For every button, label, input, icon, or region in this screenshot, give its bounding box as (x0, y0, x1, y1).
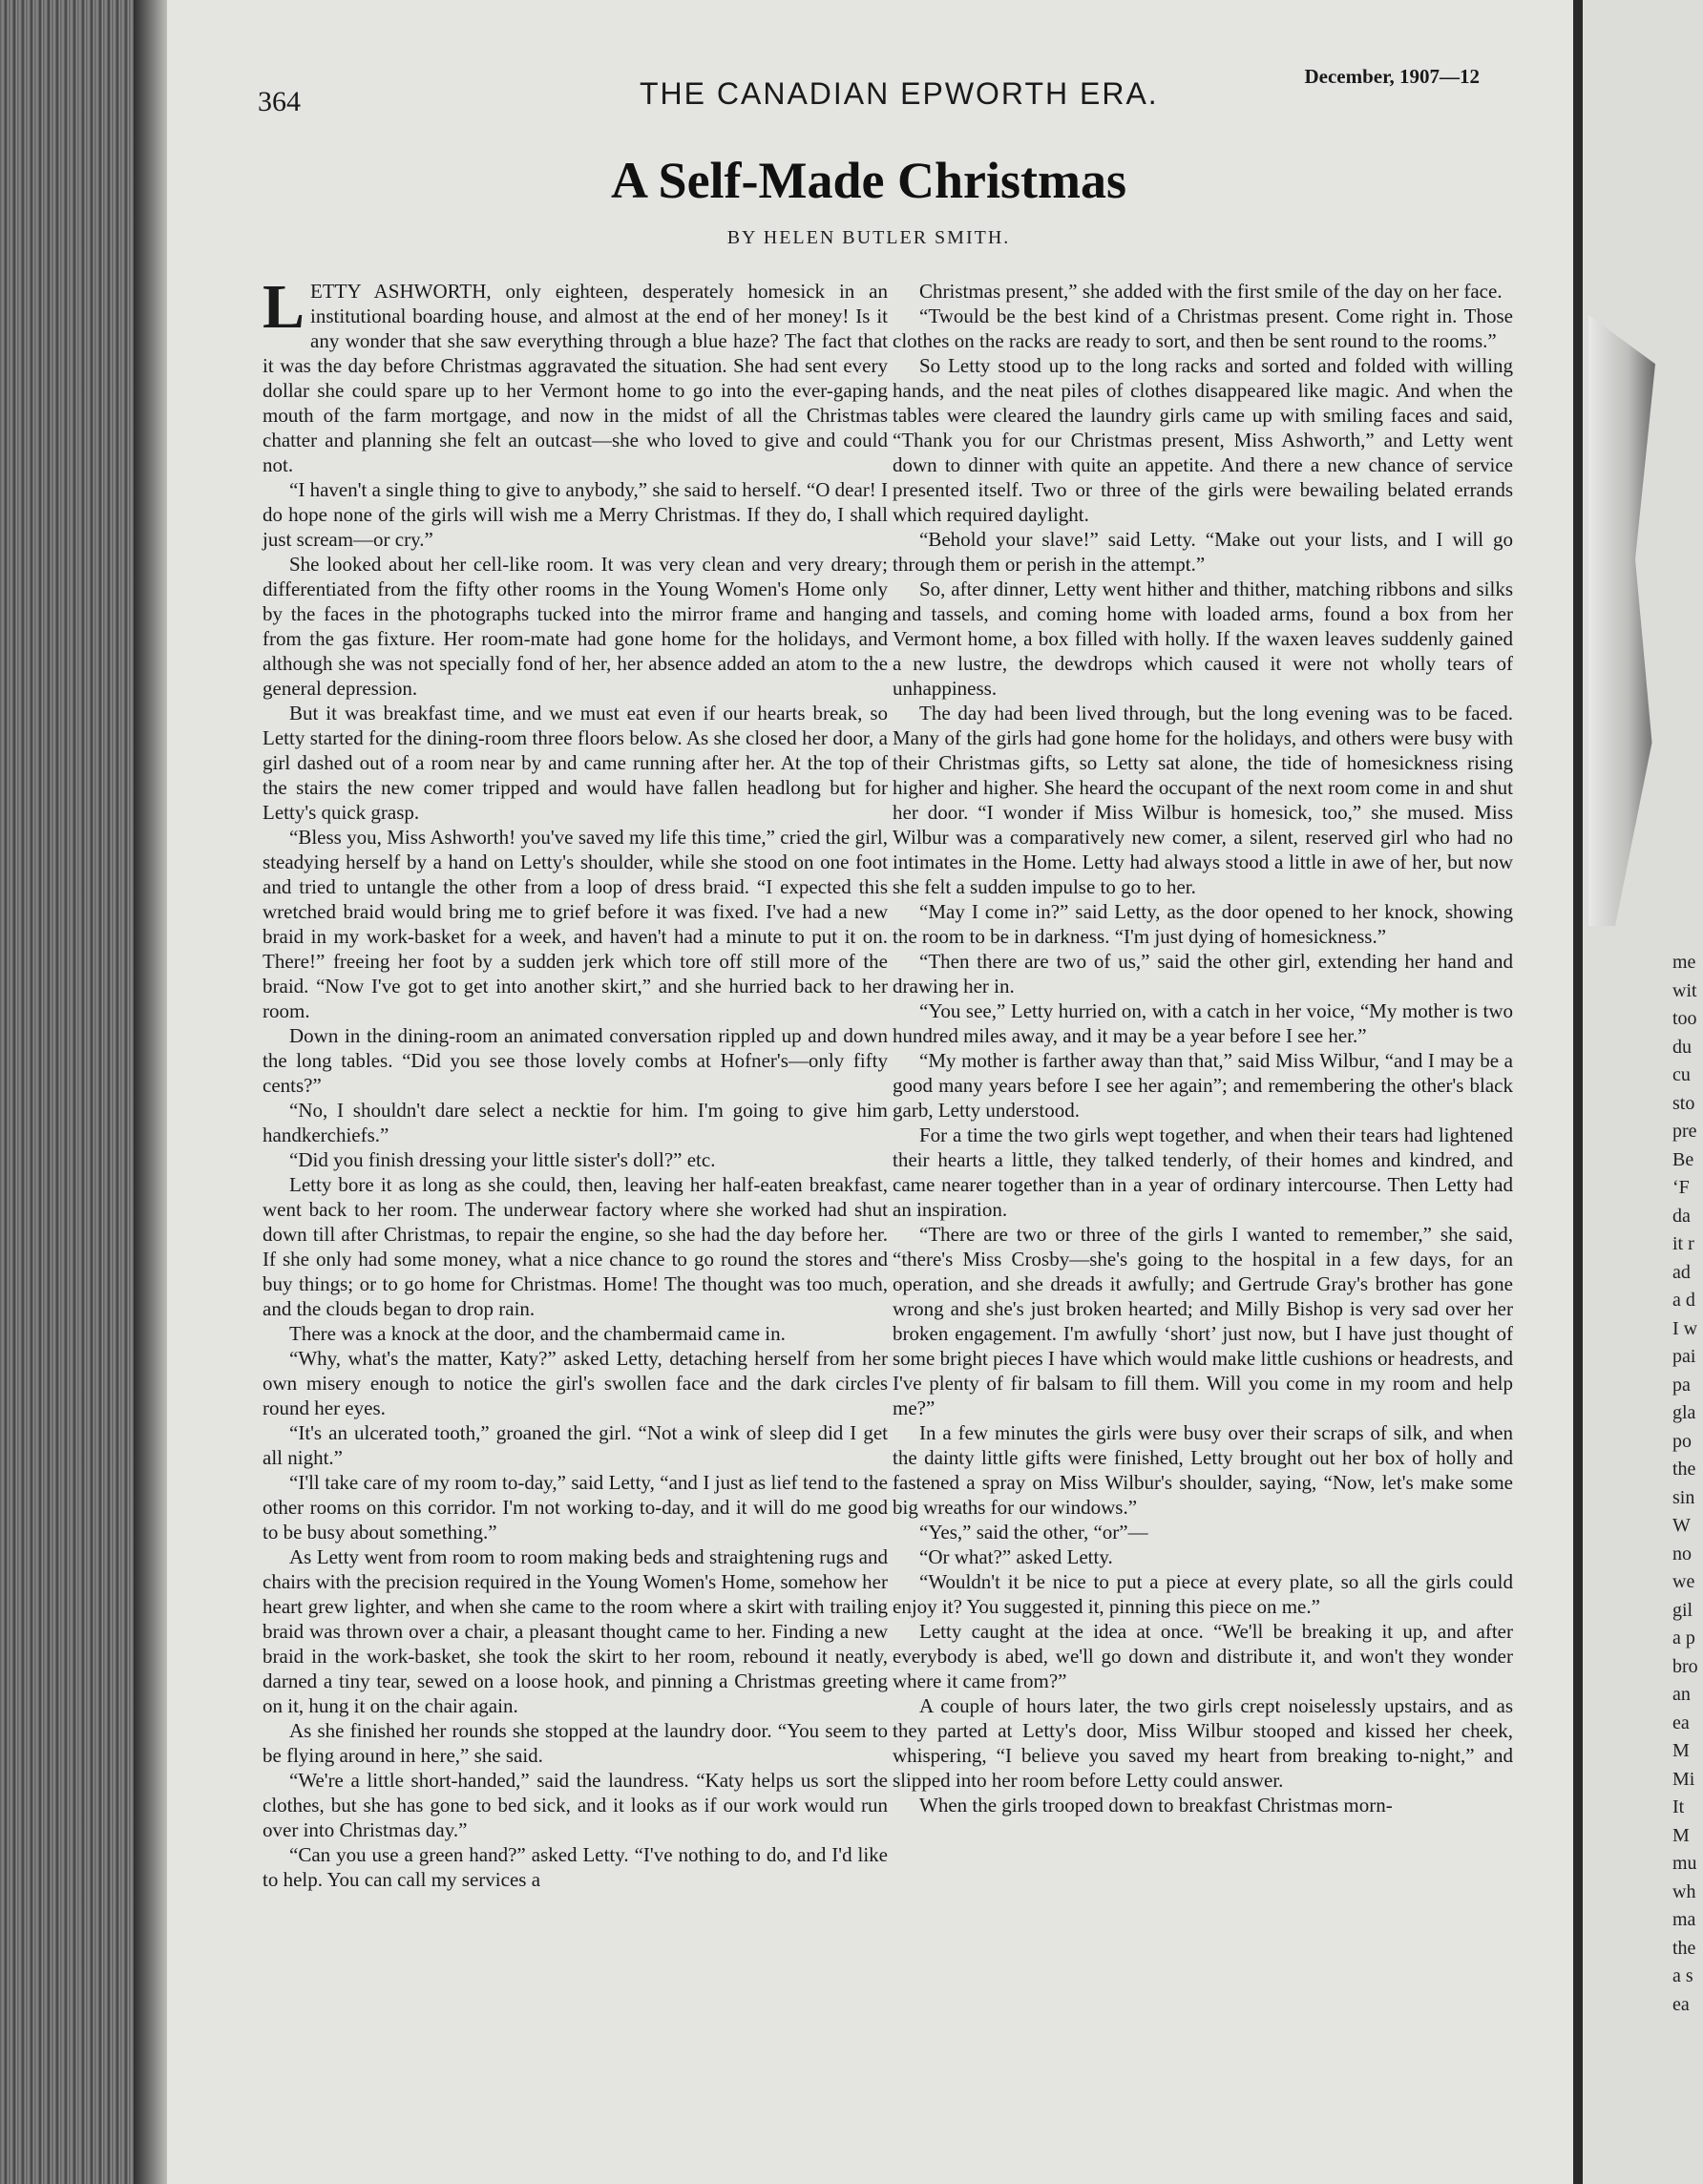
paragraph (893, 279, 1513, 304)
paragraph (263, 1842, 888, 1892)
paragraph-text: ETTY ASHWORTH, only eighteen, desperately homesick in an institutional boarding house, and almost at the end of her money! Is it any wonder that she saw everything through a blue haze? The fact that it was the day before Christmas aggravated the situation. She had sent every dollar she could spare up to her Vermont home to go into the ever-gaping mouth of the farm mortgage, and now in the midst of all the Christmas chatter and planning she felt an outcast—she who loved to give and could not. (263, 280, 888, 476)
paragraph (893, 304, 1513, 353)
paragraph (263, 477, 888, 552)
paragraph (893, 949, 1513, 998)
right-page-fragment: wh (1672, 1880, 1696, 1902)
right-page-fragment: W (1672, 1515, 1691, 1536)
journal-title: THE CANADIAN EPWORTH ERA. (640, 76, 1159, 111)
right-page-fragment: ea (1672, 1993, 1690, 2015)
paragraph-text: “I haven't a single thing to give to anybody,” she said to herself. “O dear! I do hope none of the girls will wish me a Merry Christmas. If they do, I shall just scream—or cry.” (263, 478, 888, 551)
paragraph (893, 1222, 1513, 1420)
right-page-fragment: ea (1672, 1712, 1690, 1733)
paragraph-text: “Twould be the best kind of a Christmas present. Come right in. Those clothes on the racks are ready to sort, and then be sent round to the rooms.” (893, 304, 1513, 352)
paragraph (893, 701, 1513, 899)
paragraph-text: “Yes,” said the other, “or”— (919, 1521, 1148, 1544)
paragraph-text: “Did you finish dressing your little sister's doll?” etc. (289, 1148, 716, 1171)
issue-date: December, 1907—12 (1304, 65, 1480, 88)
paragraph (263, 1718, 888, 1768)
paragraph-text: “Then there are two of us,” said the other girl, extending her hand and drawing her in. (893, 950, 1513, 998)
paragraph (263, 272, 888, 477)
right-page-fragment: M (1672, 1824, 1690, 1846)
right-page-fragment: a s (1672, 1965, 1693, 1986)
right-page-fragment: da (1672, 1205, 1691, 1227)
right-page-fragment: sto (1672, 1092, 1695, 1114)
right-page-fragment: bro (1672, 1655, 1698, 1677)
page-edges (0, 0, 148, 2184)
paragraph-text: But it was breakfast time, and we must eat even if our hearts break, so Letty started for the dining-room three floors below. As she closed her door, a girl dashed out of a room near by and came running after her. At the top of the stairs the new comer tripped and would have fallen headlong but for Letty's quick grasp. (263, 702, 888, 824)
paragraph (893, 1793, 1513, 1817)
paragraph-text: “I'll take care of my room to-day,” said Letty, “and I just as lief tend to the other rooms on this corridor. I'm not working to-day, and it will do me good to be busy about something.” (263, 1471, 888, 1544)
right-page-fragment: wit (1672, 979, 1697, 1001)
right-page-fragment: we (1672, 1571, 1695, 1592)
paragraph (263, 552, 888, 701)
paragraph-text: “It's an ulcerated tooth,” groaned the girl. “Not a wink of sleep did I get all night.” (263, 1421, 888, 1469)
right-page-fragment: sin (1672, 1486, 1695, 1508)
right-page-fragment: it r (1672, 1233, 1694, 1254)
right-page-fragment: a p (1672, 1628, 1695, 1648)
paragraph (263, 825, 888, 1023)
spine (1573, 0, 1583, 2184)
paragraph-text: Letty caught at the idea at once. “We'll be breaking it up, and after everybody is abed, we'll go down and distribute it, and won't they wonder where it came from?” (893, 1620, 1513, 1692)
right-page-fragment: pai (1672, 1346, 1696, 1367)
article-title: A Self-Made Christmas (611, 152, 1126, 209)
paragraph (893, 1569, 1513, 1619)
paragraph (893, 998, 1513, 1048)
paragraph (263, 1470, 888, 1544)
right-page-fragment: gla (1672, 1402, 1696, 1423)
right-page-fragment: mu (1672, 1853, 1697, 1874)
paragraph (263, 1147, 888, 1172)
article-byline: BY HELEN BUTLER SMITH. (726, 227, 1011, 248)
paragraph-text: In a few minutes the girls were busy over their scraps of silk, and when the dainty little gifts were finished, Letty brought out her box of holly and fastened a spray on Miss Wilbur's shoulder, saying, “Now, let's make some big wreaths for our windows.” (893, 1421, 1513, 1519)
paragraph-text: A couple of hours later, the two girls crept noiselessly upstairs, and as they parted at Letty's door, Miss Wilbur stooped and kissed her cheek, whispering, “I believe you saved my heart from breaking to-night,” and slipped into her room before Letty could answer. (893, 1694, 1513, 1792)
page-number: 364 (258, 86, 301, 117)
paragraph (893, 577, 1513, 701)
right-page-fragment: po (1672, 1430, 1692, 1452)
drop-cap: L (263, 272, 305, 342)
right-page-fragment: a d (1672, 1290, 1695, 1311)
paragraph (893, 1520, 1513, 1544)
right-page-fragment: an (1672, 1684, 1691, 1705)
paragraph (893, 1420, 1513, 1520)
paragraph (263, 1098, 888, 1147)
paragraph (263, 701, 888, 825)
paragraph-text: “We're a little short-handed,” said the laundress. “Katy helps us sort the clothes, but she has gone to bed sick, and it looks as if our work would run over into Christmas day.” (263, 1769, 888, 1841)
paragraph (893, 1693, 1513, 1793)
paragraph (263, 1544, 888, 1718)
paragraph-text: “You see,” Letty hurried on, with a catch in her voice, “My mother is two hundred miles away, and it may be a year before I see her.” (893, 999, 1513, 1047)
right-page-fragment: pre (1672, 1121, 1697, 1142)
paragraph-text: “Why, what's the matter, Katy?” asked Letty, detaching herself from her own misery enough to notice the girl's swollen face and the dark circles round her eyes. (263, 1347, 888, 1419)
paragraph-text: So Letty stood up to the long racks and sorted and folded with willing hands, and the neat piles of clothes disappeared like magic. And when the tables were cleared the laundry girls came up with smiling faces and said, “Thank you for our Christmas present, Miss Ashworth,” and Letty went down to dinner with quite an appetite. And there a new chance of service presented itself. Two or three of the girls were bewailing belated errands which required daylight. (893, 354, 1513, 526)
paragraph (263, 1768, 888, 1842)
paragraph-text: She looked about her cell-like room. It was very clean and very dreary; differentiated from the fifty other rooms in the Young Women's Home only by the faces in the photographs tucked into the mirror frame and hanging from the gas fixture. Her room-mate had gone home for the holidays, and although she was not specially fond of her, her absence added an atom to the general depression. (263, 553, 888, 700)
paragraph (263, 1321, 888, 1346)
paragraph (263, 1420, 888, 1470)
right-page-fragment: Be (1672, 1148, 1694, 1170)
paragraph (893, 1544, 1513, 1569)
right-page-fragment: the (1672, 1459, 1696, 1480)
paragraph-text: Christmas present,” she added with the first smile of the day on her face. (919, 280, 1503, 303)
paragraph-text: “Behold your slave!” said Letty. “Make out your lists, and I will go through them or perish in the attempt.” (893, 528, 1513, 576)
paragraph-text: “Or what?” asked Letty. (919, 1545, 1113, 1568)
right-page-fragment: pa (1672, 1374, 1691, 1396)
right-page-fragment: Mi (1672, 1768, 1695, 1790)
paragraph-text: “There are two or three of the girls I wanted to remember,” she said, “there's Miss Crosby—she's going to the hospital in a few days, for an operation, and she dreads it awfully; and Gertrude Gray's brother has gone wrong and she's just broken hearted; and Milly Bishop is very sad over her broken engagement. I'm awfully ‘short’ just now, but I have just thought of some bright pieces I have which would make little cushions or headrests, and I've plenty of fir balsam to fill them. Will you come in my room and help me?” (893, 1223, 1513, 1419)
right-page-fragment: too (1672, 1008, 1697, 1029)
paragraph (893, 899, 1513, 949)
paragraph-text: “No, I shouldn't dare select a necktie for him. I'm going to give him handkerchiefs.” (263, 1099, 888, 1146)
right-page-fragment: du (1672, 1036, 1692, 1058)
right-page-fragment: ‘F (1672, 1177, 1690, 1198)
paragraph (893, 1123, 1513, 1222)
right-page-fragment: I w (1672, 1317, 1698, 1339)
paragraph-text: When the girls trooped down to breakfast Christmas morn- (919, 1794, 1393, 1816)
paragraph-text: “My mother is farther away than that,” said Miss Wilbur, “and I may be a good many years before I see her again”; and remembering the other's black garb, Letty understood. (893, 1049, 1513, 1122)
paragraph (893, 1619, 1513, 1693)
gutter-shadow (134, 0, 172, 2184)
paragraph-text: So, after dinner, Letty went hither and thither, matching ribbons and silks and tassels, and coming home with loaded arms, found a box from her Vermont home, a box filled with holly. If the waxen leaves suddenly gained a new lustre, the dewdrops which caused it were not wholly tears of unhappiness. (893, 578, 1513, 700)
paragraph-text: “Can you use a green hand?” asked Letty. “I've nothing to do, and I'd like to help. You can call my services a (263, 1843, 888, 1891)
paragraph-text: “May I come in?” said Letty, as the door opened to her knock, showing the room to be in darkness. “I'm just dying of homesickness.” (893, 900, 1513, 948)
page-header (258, 59, 1480, 116)
paragraph (893, 527, 1513, 577)
paragraph-text: For a time the two girls wept together, and when their tears had lightened their hearts a little, they talked tenderly, of their homes and kindred, and came nearer together than in a year of ordinary intercourse. Then Letty had an inspiration. (893, 1124, 1513, 1221)
paragraph (263, 1172, 888, 1321)
paragraph-text: The day had been lived through, but the long evening was to be faced. Many of the girls had gone home for the holidays, and others were busy with their Christmas gifts, so Letty sat alone, the tide of homesickness rising higher and higher. She heard the occupant of the next room come in and shut her door. “I wonder if Miss Wilbur is homesick, too,” she mused. Miss Wilbur was a comparatively new comer, a silent, reserved girl who had no intimates in the Home. Letty had always stood a little in awe of her, but now she felt a sudden impulse to go to her. (893, 702, 1513, 898)
column-right (893, 279, 1513, 1817)
paragraph-text: “Wouldn't it be nice to put a piece at every plate, so all the girls could enjoy it? You suggested it, pinning this piece on me.” (893, 1570, 1513, 1618)
right-page-fragment: gil (1672, 1599, 1693, 1621)
paragraph-text: As Letty went from room to room making beds and straightening rugs and chairs with the precision required in the Young Women's Home, somehow her heart grew lighter, and when she came to the room where a skirt with trailing braid was thrown over a chair, a pleasant thought came to her. Finding a new braid in the work-basket, she took the skirt to her room, rebound it neatly, darned a tiny tear, sewed on a loose hook, and pinning a Christmas greeting on it, hung it on the chair again. (263, 1545, 888, 1717)
paragraph-text: As she finished her rounds she stopped at the laundry door. “You seem to be flying around in here,” she said. (263, 1719, 888, 1767)
paragraph-text: “Bless you, Miss Ashworth! you've saved my life this time,” cried the girl, steadying herself by a hand on Letty's shoulder, while she stood on one foot and tried to untangle the other from a loop of dress braid. “I expected this wretched braid would bring me to grief before it was fixed. I've had a new braid in my work-basket for a week, and haven't had a minute to put it on. There!” freeing her foot by a sudden jerk which tore off still more of the braid. “Now I've got to get into another skirt,” and she hurried back to her room. (263, 826, 888, 1022)
paragraph-text: Down in the dining-room an animated conversation rippled up and down the long tables. “Did you see those lovely combs at Hofner's—only fifty cents?” (263, 1024, 888, 1097)
paragraph-text: Letty bore it as long as she could, then, leaving her half-eaten breakfast, went back to her room. The underwear factory where she worked had shut down till after Christmas, to repair the engine, so she had the day before her. If she only had some money, what a nice chance to go round the stores and buy things; or to go home for Christmas. Home! The thought was too much, and the clouds began to drop rain. (263, 1173, 888, 1320)
right-page-fragment: the (1672, 1937, 1696, 1959)
right-page-fragment: no (1672, 1543, 1692, 1564)
right-page-fragment: ma (1672, 1909, 1696, 1930)
paragraph (263, 1023, 888, 1098)
paragraph (263, 1346, 888, 1420)
right-page-fragment: cu (1672, 1064, 1691, 1085)
right-page-fragment: M (1672, 1740, 1690, 1761)
column-left (263, 272, 888, 1892)
right-page-fragment: me (1672, 952, 1696, 973)
paragraph (893, 1048, 1513, 1123)
paragraph-text: There was a knock at the door, and the chambermaid came in. (289, 1322, 786, 1345)
right-page-fragment: ad (1672, 1261, 1691, 1283)
right-page-fragment: It (1672, 1796, 1685, 1817)
paragraph (893, 353, 1513, 527)
